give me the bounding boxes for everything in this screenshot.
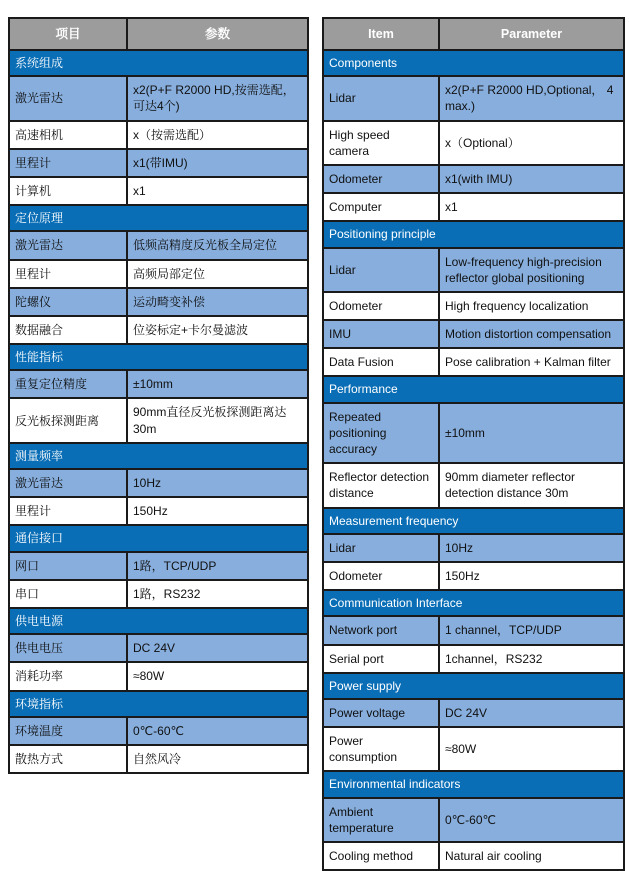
section-header: 测量频率: [9, 443, 308, 469]
spec-label: Odometer: [323, 165, 439, 193]
spec-row: [9, 745, 308, 773]
spec-label: Lidar: [323, 76, 439, 120]
spec-value: 1 channel，TCP/UDP: [439, 616, 624, 644]
section-header: Performance: [323, 376, 624, 402]
spec-label: Lidar: [323, 534, 439, 562]
section-row: [323, 50, 624, 76]
spec-table-chinese: [8, 17, 309, 774]
spec-label: 串口: [9, 580, 127, 608]
spec-row: [323, 645, 624, 673]
spec-value: 150Hz: [439, 562, 624, 590]
spec-row: [9, 370, 308, 398]
spec-row: [323, 534, 624, 562]
spec-row: [323, 699, 624, 727]
spec-value: ≈80W: [127, 662, 308, 690]
spec-value: 90mm diameter reflector detection distance 30m: [439, 463, 624, 507]
section-header: 通信接口: [9, 525, 308, 551]
spec-value: Natural air cooling: [439, 842, 624, 870]
spec-label: 陀螺仪: [9, 288, 127, 316]
spec-value: 1路，TCP/UDP: [127, 552, 308, 580]
spec-value: 10Hz: [439, 534, 624, 562]
spec-label: 数据融合: [9, 316, 127, 344]
spec-label: Network port: [323, 616, 439, 644]
spec-value: x1: [127, 177, 308, 205]
spec-row: [9, 149, 308, 177]
section-row: [9, 205, 308, 231]
spec-label: 重复定位精度: [9, 370, 127, 398]
spec-row: [9, 469, 308, 497]
spec-row: [323, 798, 624, 842]
spec-value: ±10mm: [439, 403, 624, 464]
spec-label: 高速相机: [9, 121, 127, 149]
spec-value: ±10mm: [127, 370, 308, 398]
section-header: Measurement frequency: [323, 508, 624, 534]
spec-value: x1: [439, 193, 624, 221]
spec-label: Repeated positioning accuracy: [323, 403, 439, 464]
spec-value: 10Hz: [127, 469, 308, 497]
section-header: 环境指标: [9, 691, 308, 717]
spec-row: [9, 76, 308, 120]
spec-row: [323, 348, 624, 376]
spec-value: 位姿标定+卡尔曼滤波: [127, 316, 308, 344]
spec-label: 消耗功率: [9, 662, 127, 690]
spec-label: 里程计: [9, 149, 127, 177]
spec-row: [9, 580, 308, 608]
spec-row: [323, 562, 624, 590]
spec-row: [323, 248, 624, 292]
spec-row: [9, 398, 308, 442]
spec-value: 0℃-60℃: [439, 798, 624, 842]
spec-value: x1(带IMU): [127, 149, 308, 177]
spec-row: [323, 842, 624, 870]
column-header-parameter: 参数: [127, 18, 308, 50]
spec-row: [323, 403, 624, 464]
spec-label: 激光雷达: [9, 231, 127, 259]
table-header-row: [9, 18, 308, 50]
spec-value: 自然风冷: [127, 745, 308, 773]
spec-label: 里程计: [9, 497, 127, 525]
spec-row: [323, 292, 624, 320]
section-header: Power supply: [323, 673, 624, 699]
spec-value: 运动畸变补偿: [127, 288, 308, 316]
spec-label: High speed camera: [323, 121, 439, 165]
spec-value: 1channel，RS232: [439, 645, 624, 673]
spec-label: IMU: [323, 320, 439, 348]
spec-label: 计算机: [9, 177, 127, 205]
spec-label: Lidar: [323, 248, 439, 292]
spec-value: 150Hz: [127, 497, 308, 525]
section-row: [9, 443, 308, 469]
spec-value: 高频局部定位: [127, 260, 308, 288]
spec-row: [9, 316, 308, 344]
spec-value: Low-frequency high-precision reflector global positioning: [439, 248, 624, 292]
spec-value: Pose calibration + Kalman filter: [439, 348, 624, 376]
spec-row: [323, 320, 624, 348]
section-row: [323, 590, 624, 616]
spec-row: [323, 616, 624, 644]
spec-row: [9, 177, 308, 205]
spec-label: 反光板探测距离: [9, 398, 127, 442]
spec-row: [9, 717, 308, 745]
section-row: [323, 508, 624, 534]
section-header: 定位原理: [9, 205, 308, 231]
spec-row: [9, 260, 308, 288]
column-header-item: Item: [323, 18, 439, 50]
section-row: [9, 525, 308, 551]
spec-label: 网口: [9, 552, 127, 580]
spec-value: DC 24V: [127, 634, 308, 662]
section-header: 性能指标: [9, 344, 308, 370]
table-header-row: [323, 18, 624, 50]
spec-label: Serial port: [323, 645, 439, 673]
spec-row: [323, 463, 624, 507]
spec-row: [323, 121, 624, 165]
spec-label: 供电电压: [9, 634, 127, 662]
section-header: 系统组成: [9, 50, 308, 76]
spec-table-english: [322, 17, 625, 871]
section-row: [9, 691, 308, 717]
column-header-item: 项目: [9, 18, 127, 50]
spec-label: Cooling method: [323, 842, 439, 870]
spec-label: 环境温度: [9, 717, 127, 745]
spec-value: x2(P+F R2000 HD,按需选配，可达4个): [127, 76, 308, 120]
spec-label: Power voltage: [323, 699, 439, 727]
spec-row: [323, 165, 624, 193]
spec-value: 0℃-60℃: [127, 717, 308, 745]
spec-value: DC 24V: [439, 699, 624, 727]
spec-value: ≈80W: [439, 727, 624, 771]
section-row: [9, 50, 308, 76]
section-header: Components: [323, 50, 624, 76]
spec-value: x2(P+F R2000 HD,Optional， 4 max.): [439, 76, 624, 120]
spec-value: x（按需选配）: [127, 121, 308, 149]
spec-label: Computer: [323, 193, 439, 221]
spec-label: 激光雷达: [9, 469, 127, 497]
section-header: 供电电源: [9, 608, 308, 634]
spec-row: [9, 231, 308, 259]
spec-value: x（Optional）: [439, 121, 624, 165]
spec-label: Reflector detection distance: [323, 463, 439, 507]
spec-row: [323, 76, 624, 120]
spec-row: [9, 552, 308, 580]
spec-label: Odometer: [323, 562, 439, 590]
spec-label: 散热方式: [9, 745, 127, 773]
section-row: [323, 771, 624, 797]
section-row: [9, 344, 308, 370]
spec-row: [9, 662, 308, 690]
spec-row: [9, 288, 308, 316]
spec-label: Ambient temperature: [323, 798, 439, 842]
spec-row: [323, 193, 624, 221]
spec-value: 低频高精度反光板全局定位: [127, 231, 308, 259]
section-row: [323, 673, 624, 699]
spec-row: [323, 727, 624, 771]
spec-value: x1(with IMU): [439, 165, 624, 193]
spec-row: [9, 634, 308, 662]
spec-value: High frequency localization: [439, 292, 624, 320]
section-row: [323, 376, 624, 402]
section-header: Communication Interface: [323, 590, 624, 616]
spec-label: Power consumption: [323, 727, 439, 771]
spec-label: 激光雷达: [9, 76, 127, 120]
spec-row: [9, 121, 308, 149]
section-row: [323, 221, 624, 247]
spec-label: Data Fusion: [323, 348, 439, 376]
section-header: Positioning principle: [323, 221, 624, 247]
spec-value: Motion distortion compensation: [439, 320, 624, 348]
spec-label: Odometer: [323, 292, 439, 320]
spec-value: 1路，RS232: [127, 580, 308, 608]
section-row: [9, 608, 308, 634]
section-header: Environmental indicators: [323, 771, 624, 797]
spec-value: 90mm直径反光板探测距离达30m: [127, 398, 308, 442]
spec-row: [9, 497, 308, 525]
spec-label: 里程计: [9, 260, 127, 288]
column-header-parameter: Parameter: [439, 18, 624, 50]
